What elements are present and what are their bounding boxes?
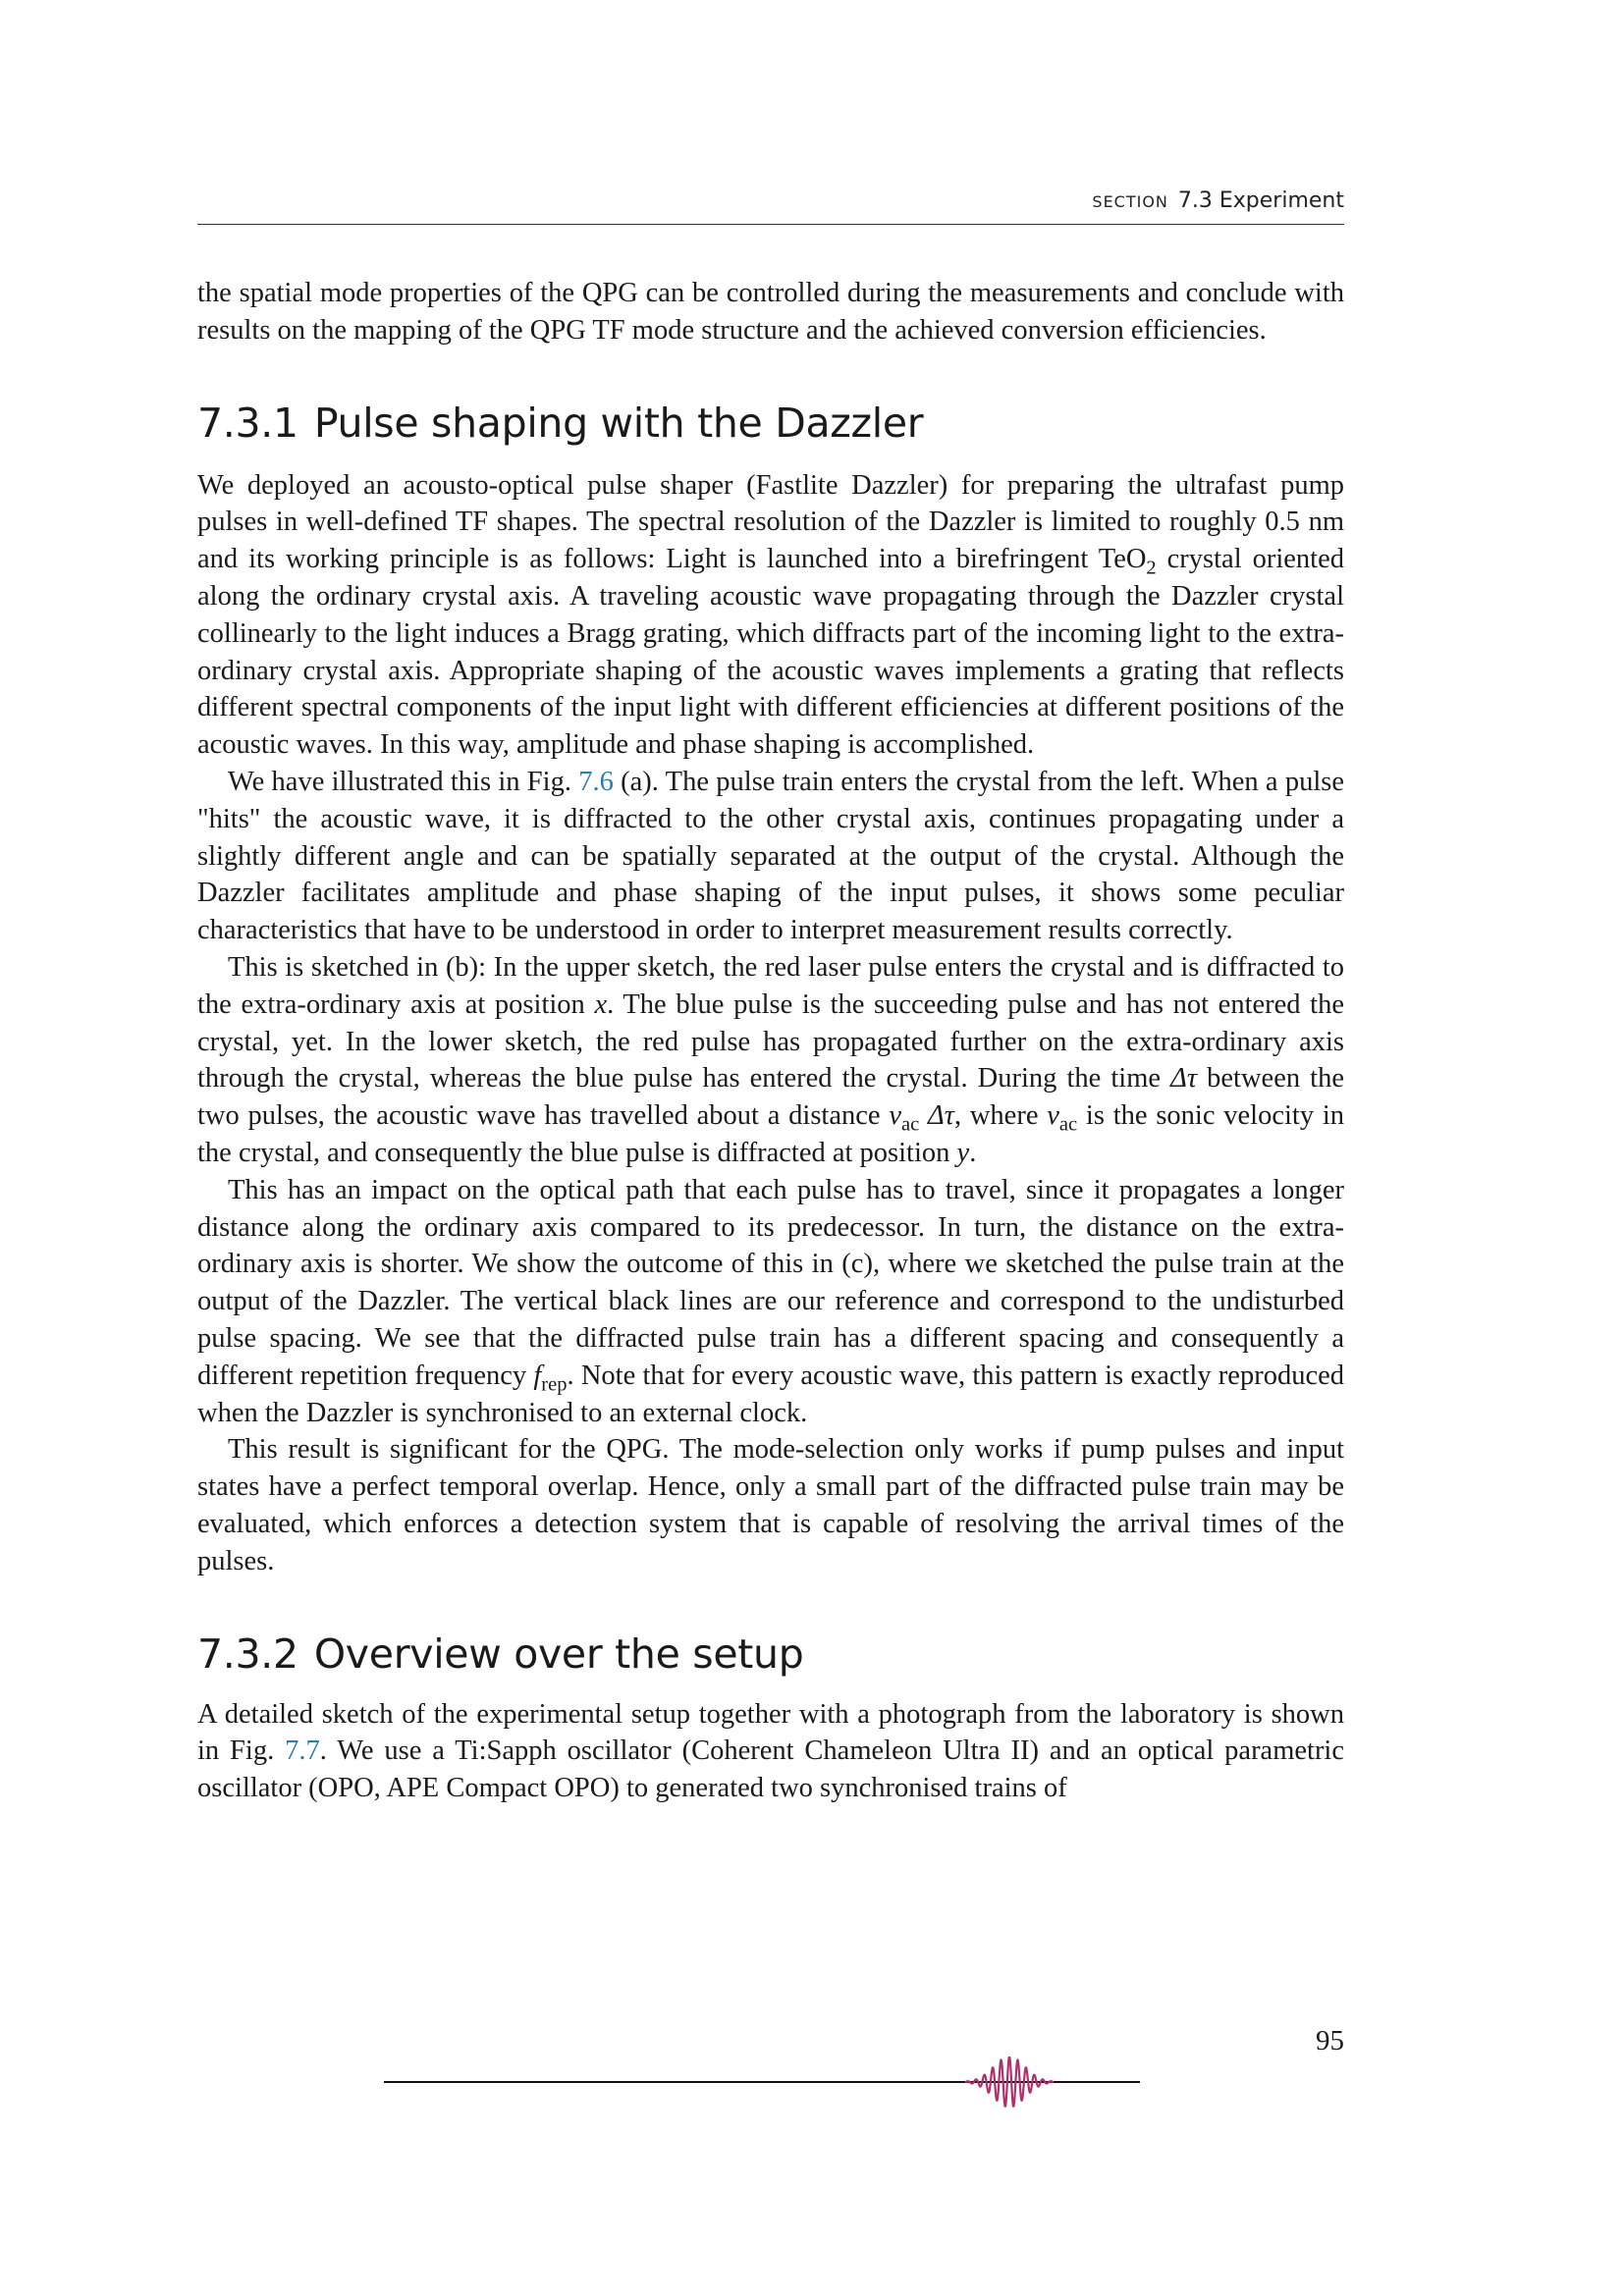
footer-rule-ornament bbox=[384, 2056, 1140, 2125]
subscript: ac bbox=[900, 1113, 920, 1136]
text-run: . Note that for every acoustic wave, this pattern is exactly reproduced when the Dazzler is synchronised to an external clock. bbox=[197, 1360, 1344, 1428]
math-var: Δτ bbox=[928, 1100, 954, 1132]
header-section-label: SECTION bbox=[1092, 192, 1168, 211]
text-run: . We use a Ti:Sapph oscillator (Coherent Chameleon Ultra II) and an optical parametric oscillator (OPO, APE Compact OPO) to generated two synchronised trains of bbox=[197, 1735, 1345, 1804]
running-header bbox=[197, 188, 1344, 225]
paragraph: This result is significant for the QPG. The mode-selection only works if pump pulses and input states have a perfect temporal overlap. Hence, only a small part of the diffracted pulse train may be evaluated, which enforces a detection system that is capable of resolving the arrival times of the pulses. bbox=[197, 1434, 1344, 1576]
math-var: Δτ bbox=[1170, 1063, 1198, 1095]
text-run: This is sketched in (b): In the upper sketch, the red laser pulse enters the crystal and is diffracted to the extra-ordinary axis at position bbox=[197, 951, 1344, 1020]
subscript: ac bbox=[1058, 1113, 1078, 1136]
text-run: (a). The pulse train enters the crystal from the left. When a pulse "hits" the acoustic wave, it is diffracted to the other crystal axis, continues propagating under a slightly different angle and can be spatially separated at the output of the crystal. Although the Dazzler facilitates amplitude and phase shaping of the input pulses, it shows some peculiar characteristics that have to be understood in order to interpret measurement results correctly. bbox=[197, 766, 1345, 946]
text-run: We deployed an acousto-optical pulse shaper (Fastlite Dazzler) for preparing the ultrafast pump pulses in well-defined TF shapes. The spectral resolution of the Dazzler is limited to roughly 0.5 nm and its working principle is as follows: Light is launched into a birefringent TeO bbox=[197, 469, 1344, 575]
text-run: This has an impact on the optical path that each pulse has to travel, since it propagates a longer distance along the ordinary axis compared to its predecessor. In turn, the distance on the extra-ordinary axis is shorter. We show the outcome of this in (c), where we sketched the pulse train at the output of the Dazzler. The vertical black lines are our reference and correspond to the undisturbed pulse spacing. We see that the diffracted pulse train has a different spacing and consequently a different repetition frequency bbox=[197, 1174, 1344, 1391]
section-heading-7-3-2 bbox=[197, 1629, 1344, 1679]
body-text bbox=[197, 275, 1344, 1807]
math-var: x bbox=[594, 988, 608, 1020]
intro-paragraph: the spatial mode properties of the QPG can be controlled during the measurements and conclude with results on the mapping of the QPG TF mode structure and the achieved conversion efficiencies. bbox=[197, 278, 1344, 346]
section-heading-7-3-1 bbox=[197, 399, 1344, 448]
page-number: 95 bbox=[1316, 2025, 1344, 2056]
paragraph bbox=[197, 1172, 1344, 1432]
figure-link-7-6[interactable]: 7.6 bbox=[578, 766, 614, 797]
math-var: v bbox=[1047, 1100, 1059, 1132]
section-title: Overview over the setup bbox=[313, 1629, 804, 1678]
text-run: between the two pulses, the acoustic wave has travelled about a distance bbox=[197, 1063, 1344, 1132]
section-title: Pulse shaping with the Dazzler bbox=[313, 399, 924, 447]
text-run: . bbox=[969, 1137, 977, 1168]
text-run: crystal oriented along the ordinary crystal axis. A traveling acoustic wave propagating through the Dazzler crystal collinearly to the light induces a Bragg grating, which diffracts part of the incoming light to the extra-ordinary crystal axis. Appropriate shaping of the acoustic waves implements a grating that reflects different spectral components of the input light with different efficiencies at different positions of the acoustic waves. In this way, amplitude and phase shaping is accomplished. bbox=[197, 544, 1344, 761]
text-run: . The blue pulse is the succeeding pulse and has not entered the crystal, yet. In the lower sketch, the red pulse has propagated further on the extra-ordinary axis through the crystal, whereas the blue pulse has entered the crystal. During the time bbox=[197, 988, 1345, 1095]
text-run: We have illustrated this in Fig. bbox=[228, 766, 579, 797]
subscript: 2 bbox=[1146, 557, 1157, 579]
subscript: rep bbox=[541, 1373, 568, 1396]
math-var: y bbox=[956, 1137, 970, 1168]
text-run: , where bbox=[953, 1100, 1048, 1132]
paragraph bbox=[197, 1696, 1344, 1807]
figure-link-7-7[interactable]: 7.7 bbox=[285, 1735, 320, 1767]
paragraph bbox=[197, 467, 1344, 764]
header-section-title: 7.3 Experiment bbox=[1177, 188, 1344, 213]
paragraph bbox=[197, 764, 1344, 949]
text-run: is the sonic velocity in the crystal, and consequently the blue pulse is diffracted at position bbox=[197, 1100, 1345, 1168]
text-run: A detailed sketch of the experimental setup together with a photograph from the laboratory is shown in Fig. bbox=[197, 1698, 1344, 1767]
paragraph bbox=[197, 949, 1344, 1172]
math-var: v bbox=[889, 1100, 901, 1132]
section-number: 7.3.1 bbox=[197, 399, 298, 447]
section-number: 7.3.2 bbox=[197, 1629, 298, 1678]
math-var: f bbox=[533, 1360, 542, 1391]
